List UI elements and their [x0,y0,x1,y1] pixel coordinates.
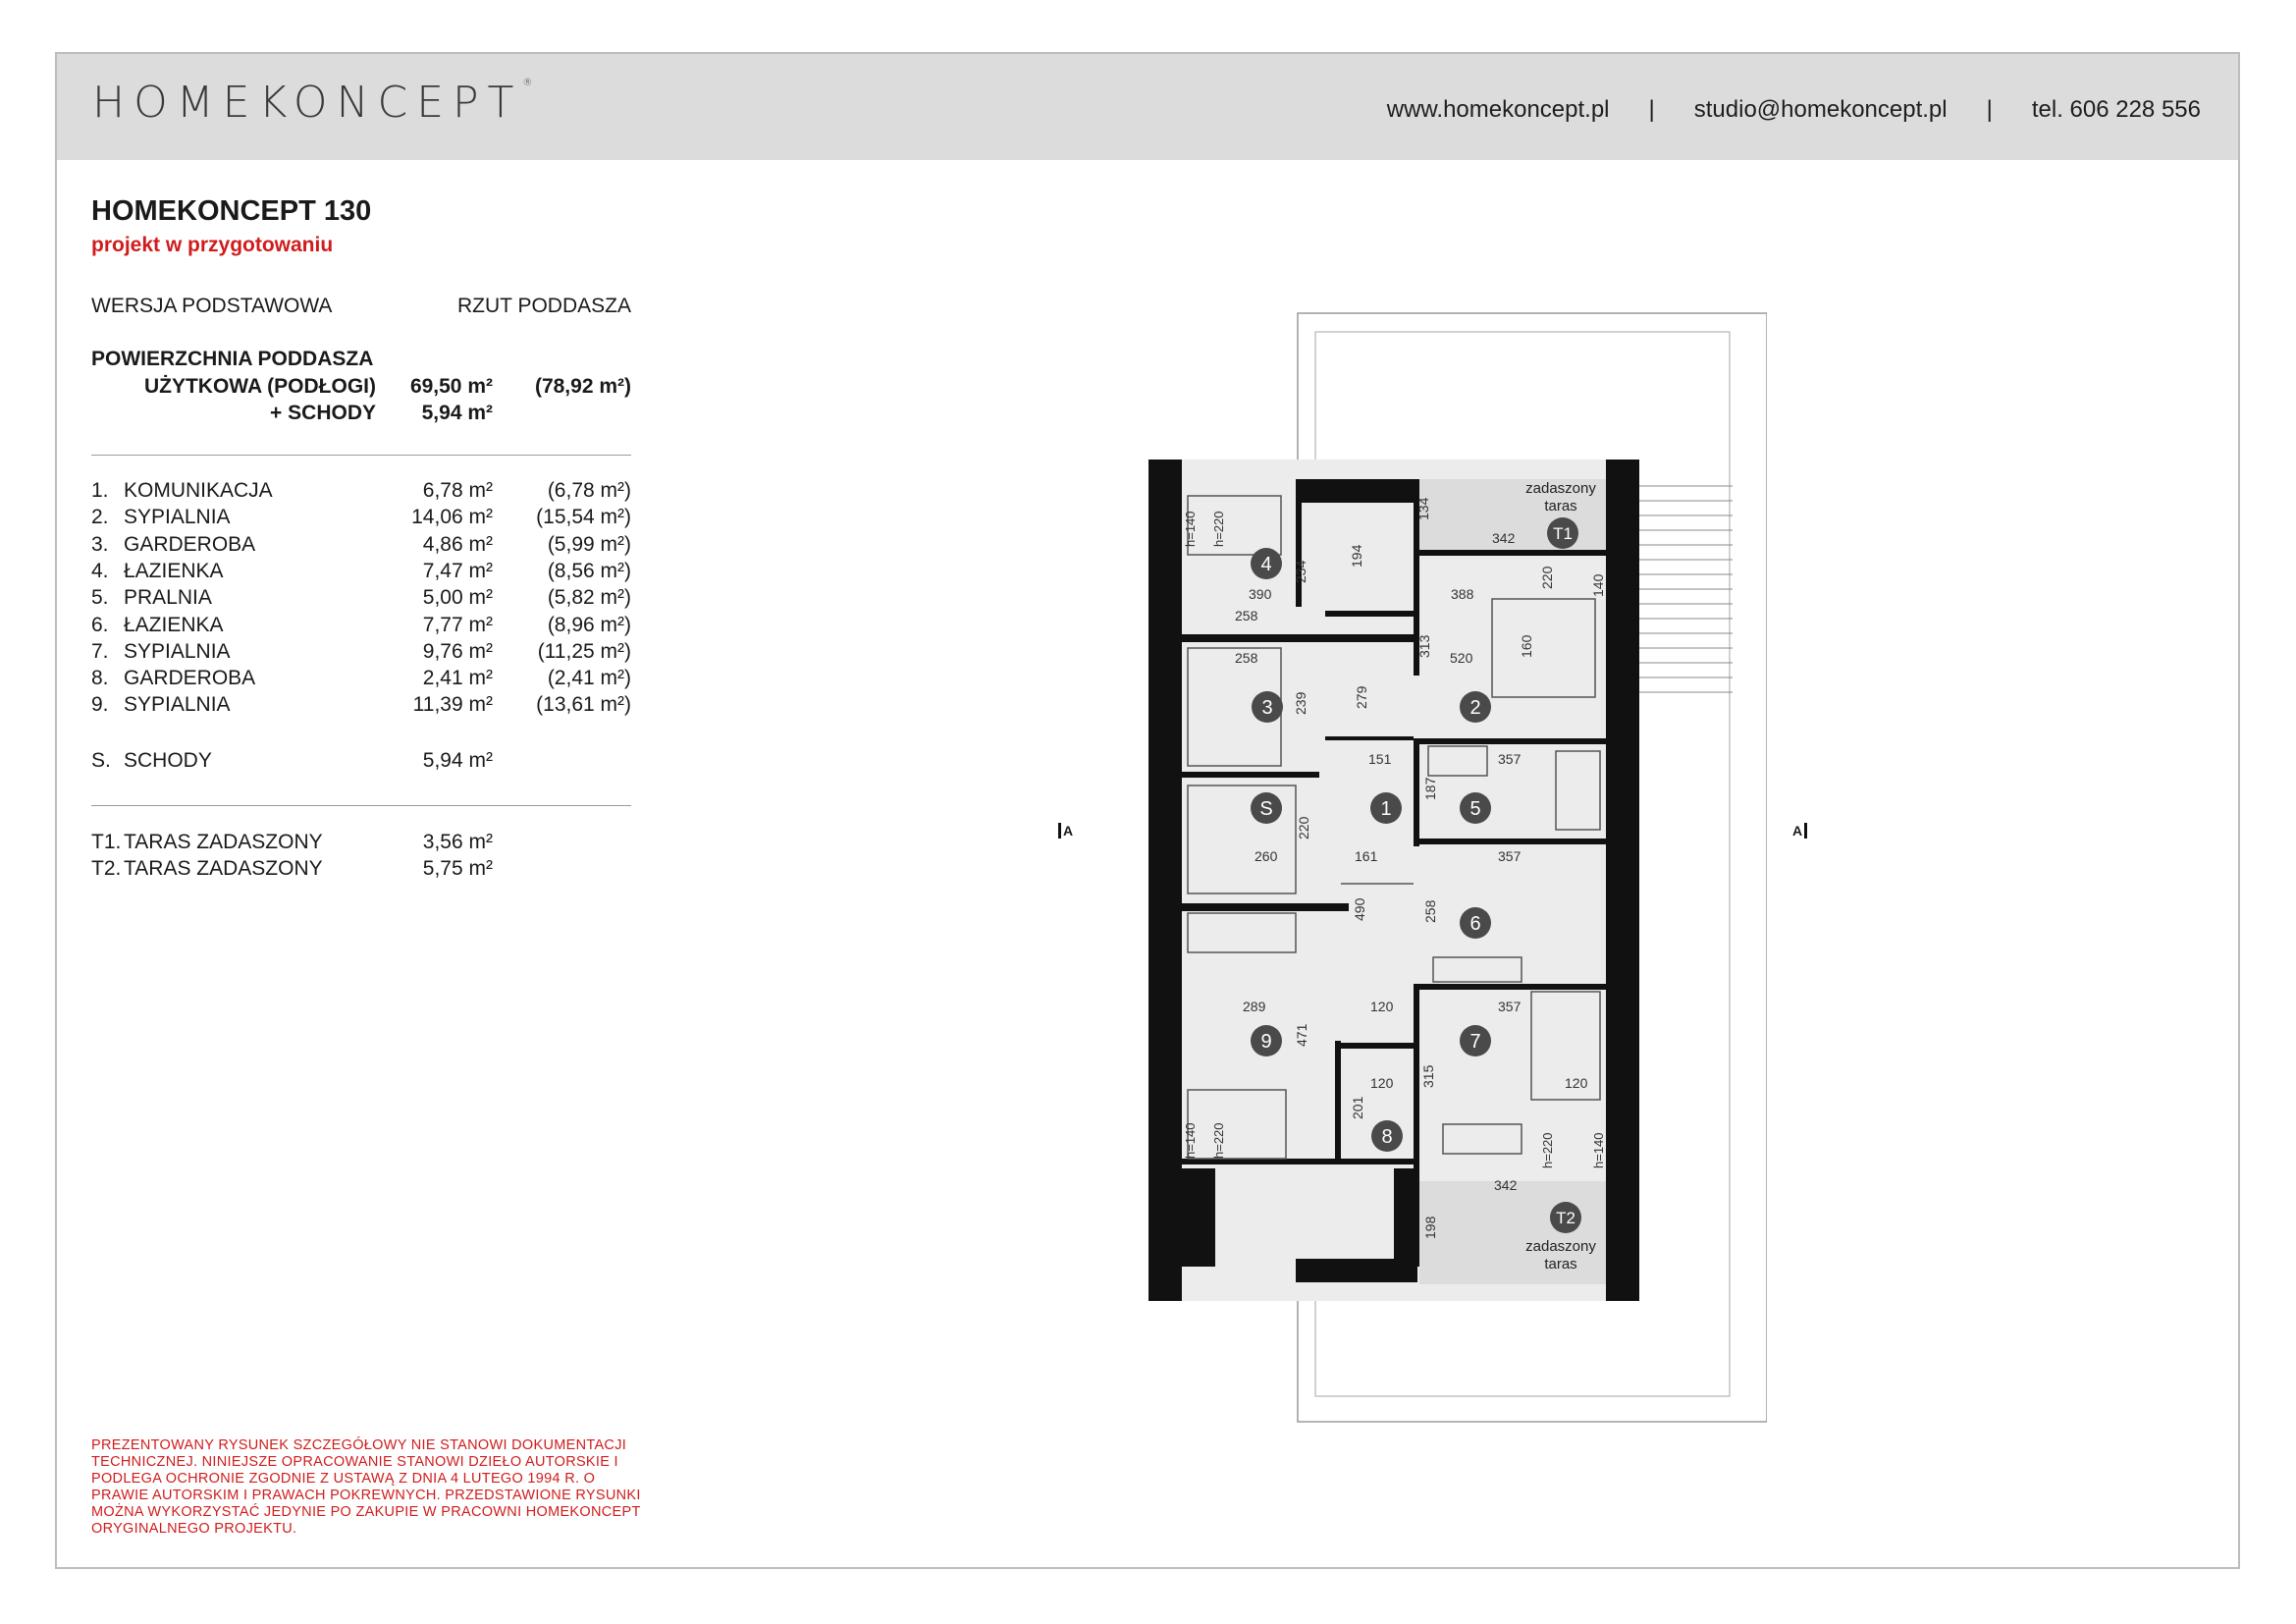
room-name: GARDEROBA [124,667,256,689]
room-name: SYPIALNIA [124,693,231,716]
dimension-label: 357 [1498,848,1522,864]
divider [91,805,631,806]
room-number: 2. [91,506,109,528]
room-floor-area: (15,54 m²) [536,506,631,528]
terrace-area: 3,56 m² [422,831,493,853]
room-badge [1251,792,1282,824]
dimension-label: 258 [1235,608,1258,623]
room-area: 11,39 m² [412,693,493,716]
room-name: GARDEROBA [124,533,256,556]
height-label: h=140 [1183,1122,1198,1159]
svg-text:S: S [1259,798,1273,820]
room-area: 9,76 m² [422,640,493,663]
room-badge [1370,792,1402,824]
dimension-label: 134 [1415,497,1431,520]
dimension-label: 490 [1352,897,1367,921]
room-floor-area: (13,61 m²) [536,693,631,716]
divider [91,455,631,456]
dimension-label: 220 [1296,816,1311,839]
room-number: 7. [91,640,109,663]
room-badge [1460,1025,1491,1056]
room-badge [1252,691,1283,723]
terrace-num: T2. [91,857,122,880]
area-heading: POWIERZCHNIA PODDASZA [91,348,374,370]
room-badge [1550,1202,1581,1233]
room-name: ŁAZIENKA [124,560,224,582]
dimension-label: 390 [1249,586,1272,602]
dimension-label: 194 [1349,544,1364,568]
room-badge [1460,792,1491,824]
room-floor-area: (5,82 m²) [547,586,631,609]
svg-text:9: 9 [1260,1031,1272,1053]
svg-text:1: 1 [1380,798,1392,820]
dimension-label: 313 [1416,634,1432,658]
dimension-label: 388 [1451,586,1474,602]
height-label: h=140 [1183,511,1198,547]
svg-text:3: 3 [1261,697,1273,719]
room-area: 2,41 m² [422,667,493,689]
room-area: 6,78 m² [422,479,493,502]
website-link[interactable]: www.homekoncept.pl [1386,96,1610,123]
room-floor-area: (2,41 m²) [547,667,631,689]
dimension-label: 471 [1294,1023,1309,1047]
stairs-name: SCHODY [124,749,212,772]
svg-text:T1: T1 [1553,524,1573,543]
project-status: projekt w przygotowaniu [91,234,334,256]
svg-text:7: 7 [1469,1031,1481,1053]
room-area: 4,86 m² [422,533,493,556]
usable-area-value: 69,50 m² [409,375,493,398]
room-badge [1547,517,1578,549]
dimension-label: 258 [1235,650,1258,666]
floor-plan [1041,304,1767,1434]
room-floor-area: (8,56 m²) [547,560,631,582]
separator: | [1986,96,1993,123]
phone-number: tel. 606 228 556 [2031,96,2201,123]
height-label: h=220 [1211,1122,1226,1159]
terrace-num: T1. [91,831,122,853]
room-name: ŁAZIENKA [124,614,224,636]
dimension-label: 161 [1355,848,1378,864]
project-title: HOMEKONCEPT 130 [91,195,372,227]
dimension-label: 239 [1293,691,1308,715]
section-mark-right: A [1792,823,1807,839]
room-floor-area: (6,78 m²) [547,479,631,502]
room-badge [1251,1025,1282,1056]
svg-text:4: 4 [1260,554,1272,575]
room-badge [1251,548,1282,579]
room-floor-area: (8,96 m²) [547,614,631,636]
room-number: 8. [91,667,109,689]
terrace-name: TARAS ZADASZONY [124,857,323,880]
svg-text:8: 8 [1381,1126,1393,1148]
email-link[interactable]: studio@homekoncept.pl [1693,96,1948,123]
svg-text:6: 6 [1469,913,1481,935]
height-label: h=220 [1540,1132,1555,1168]
dimension-label: 357 [1498,751,1522,767]
dimension-label: 220 [1539,566,1555,589]
terrace-label: zadaszony [1525,480,1596,497]
dimension-label: 120 [1565,1075,1588,1091]
terrace-label: taras [1544,498,1577,514]
stairs-num: S. [91,749,111,772]
room-number: 6. [91,614,109,636]
room-area: 14,06 m² [411,506,493,528]
version-label: WERSJA PODSTAWOWA [91,295,333,317]
floor-area-value: (78,92 m²) [534,375,631,398]
room-number: 9. [91,693,109,716]
room-name: SYPIALNIA [124,640,231,663]
dimension-label: 260 [1255,848,1278,864]
height-label: h=220 [1211,511,1226,547]
section-mark-left: A [1058,823,1073,839]
stairs-area-label: + SCHODY [270,402,376,424]
room-floor-area: (11,25 m²) [537,640,631,663]
dimension-label: 120 [1370,1075,1394,1091]
svg-text:2: 2 [1469,697,1481,719]
stairs-area-value: 5,94 m² [421,402,493,424]
dimension-label: 289 [1243,999,1266,1014]
dimension-label: 234 [1293,560,1308,583]
view-label: RZUT PODDASZA [457,295,631,317]
dimension-label: 342 [1492,530,1516,546]
dimension-label: 187 [1422,777,1438,800]
room-area: 7,77 m² [422,614,493,636]
terrace-label: taras [1544,1256,1577,1272]
contact-info [1387,96,2201,124]
room-badge [1460,691,1491,723]
room-number: 1. [91,479,109,502]
terrace-t2 [1419,1181,1606,1284]
terrace-label: zadaszony [1525,1238,1596,1255]
dimension-label: 198 [1422,1216,1438,1239]
dimension-label: 201 [1350,1096,1365,1119]
header-bar [57,54,2238,160]
dimension-label: 151 [1368,751,1392,767]
dimension-label: 160 [1519,634,1534,658]
roof-slats [1625,486,1733,692]
room-floor-area: (5,99 m²) [547,533,631,556]
height-label: h=140 [1591,1132,1606,1168]
svg-text:5: 5 [1469,798,1481,820]
stairs-area: 5,94 m² [422,749,493,772]
room-badge [1460,907,1491,939]
dimension-label: 315 [1420,1064,1436,1088]
usable-area-label: UŻYTKOWA (PODŁOGI) [143,375,376,398]
dimension-label: 258 [1422,899,1438,923]
copyright-disclaimer: PREZENTOWANY RYSUNEK SZCZEGÓŁOWY NIE STANOWI DOKUMENTACJI TECHNICZNEJ. NINIEJSZE OPRACOWANIE STANOWI DZIEŁO AUTORSKIE I PODLEGA OCHRONIE ZGODNIE Z USTAWĄ Z DNIA 4 LUTEGO 1994 R. O PRAWIE AUTORSKIM I PRAWACH POKREWNYCH. PRZEDSTAWIONE RYSUNKI MOŻNA WYKORZYSTAĆ JEDYNIE PO ZAKUPIE W PRACOWNI HOMEKONCEPT ORYGINALNEGO PROJEKTU. [91,1437,641,1537]
room-number: 3. [91,533,109,556]
brand-logo: HOMEKONCEPT® [92,78,533,128]
dimension-label: 357 [1498,999,1522,1014]
terrace-name: TARAS ZADASZONY [124,831,323,853]
dimension-label: 120 [1370,999,1394,1014]
room-number: 4. [91,560,109,582]
room-name: KOMUNIKACJA [124,479,273,502]
room-area: 5,00 m² [422,586,493,609]
room-badge [1371,1120,1403,1152]
room-area: 7,47 m² [422,560,493,582]
dimension-label: 140 [1590,573,1606,597]
room-number: 5. [91,586,109,609]
dimension-label: 520 [1450,650,1473,666]
dimension-label: 342 [1494,1177,1518,1193]
room-name: SYPIALNIA [124,506,231,528]
room-name: PRALNIA [124,586,212,609]
svg-text:T2: T2 [1556,1209,1575,1227]
terrace-area: 5,75 m² [422,857,493,880]
separator: | [1648,96,1655,123]
dimension-label: 279 [1354,685,1369,709]
